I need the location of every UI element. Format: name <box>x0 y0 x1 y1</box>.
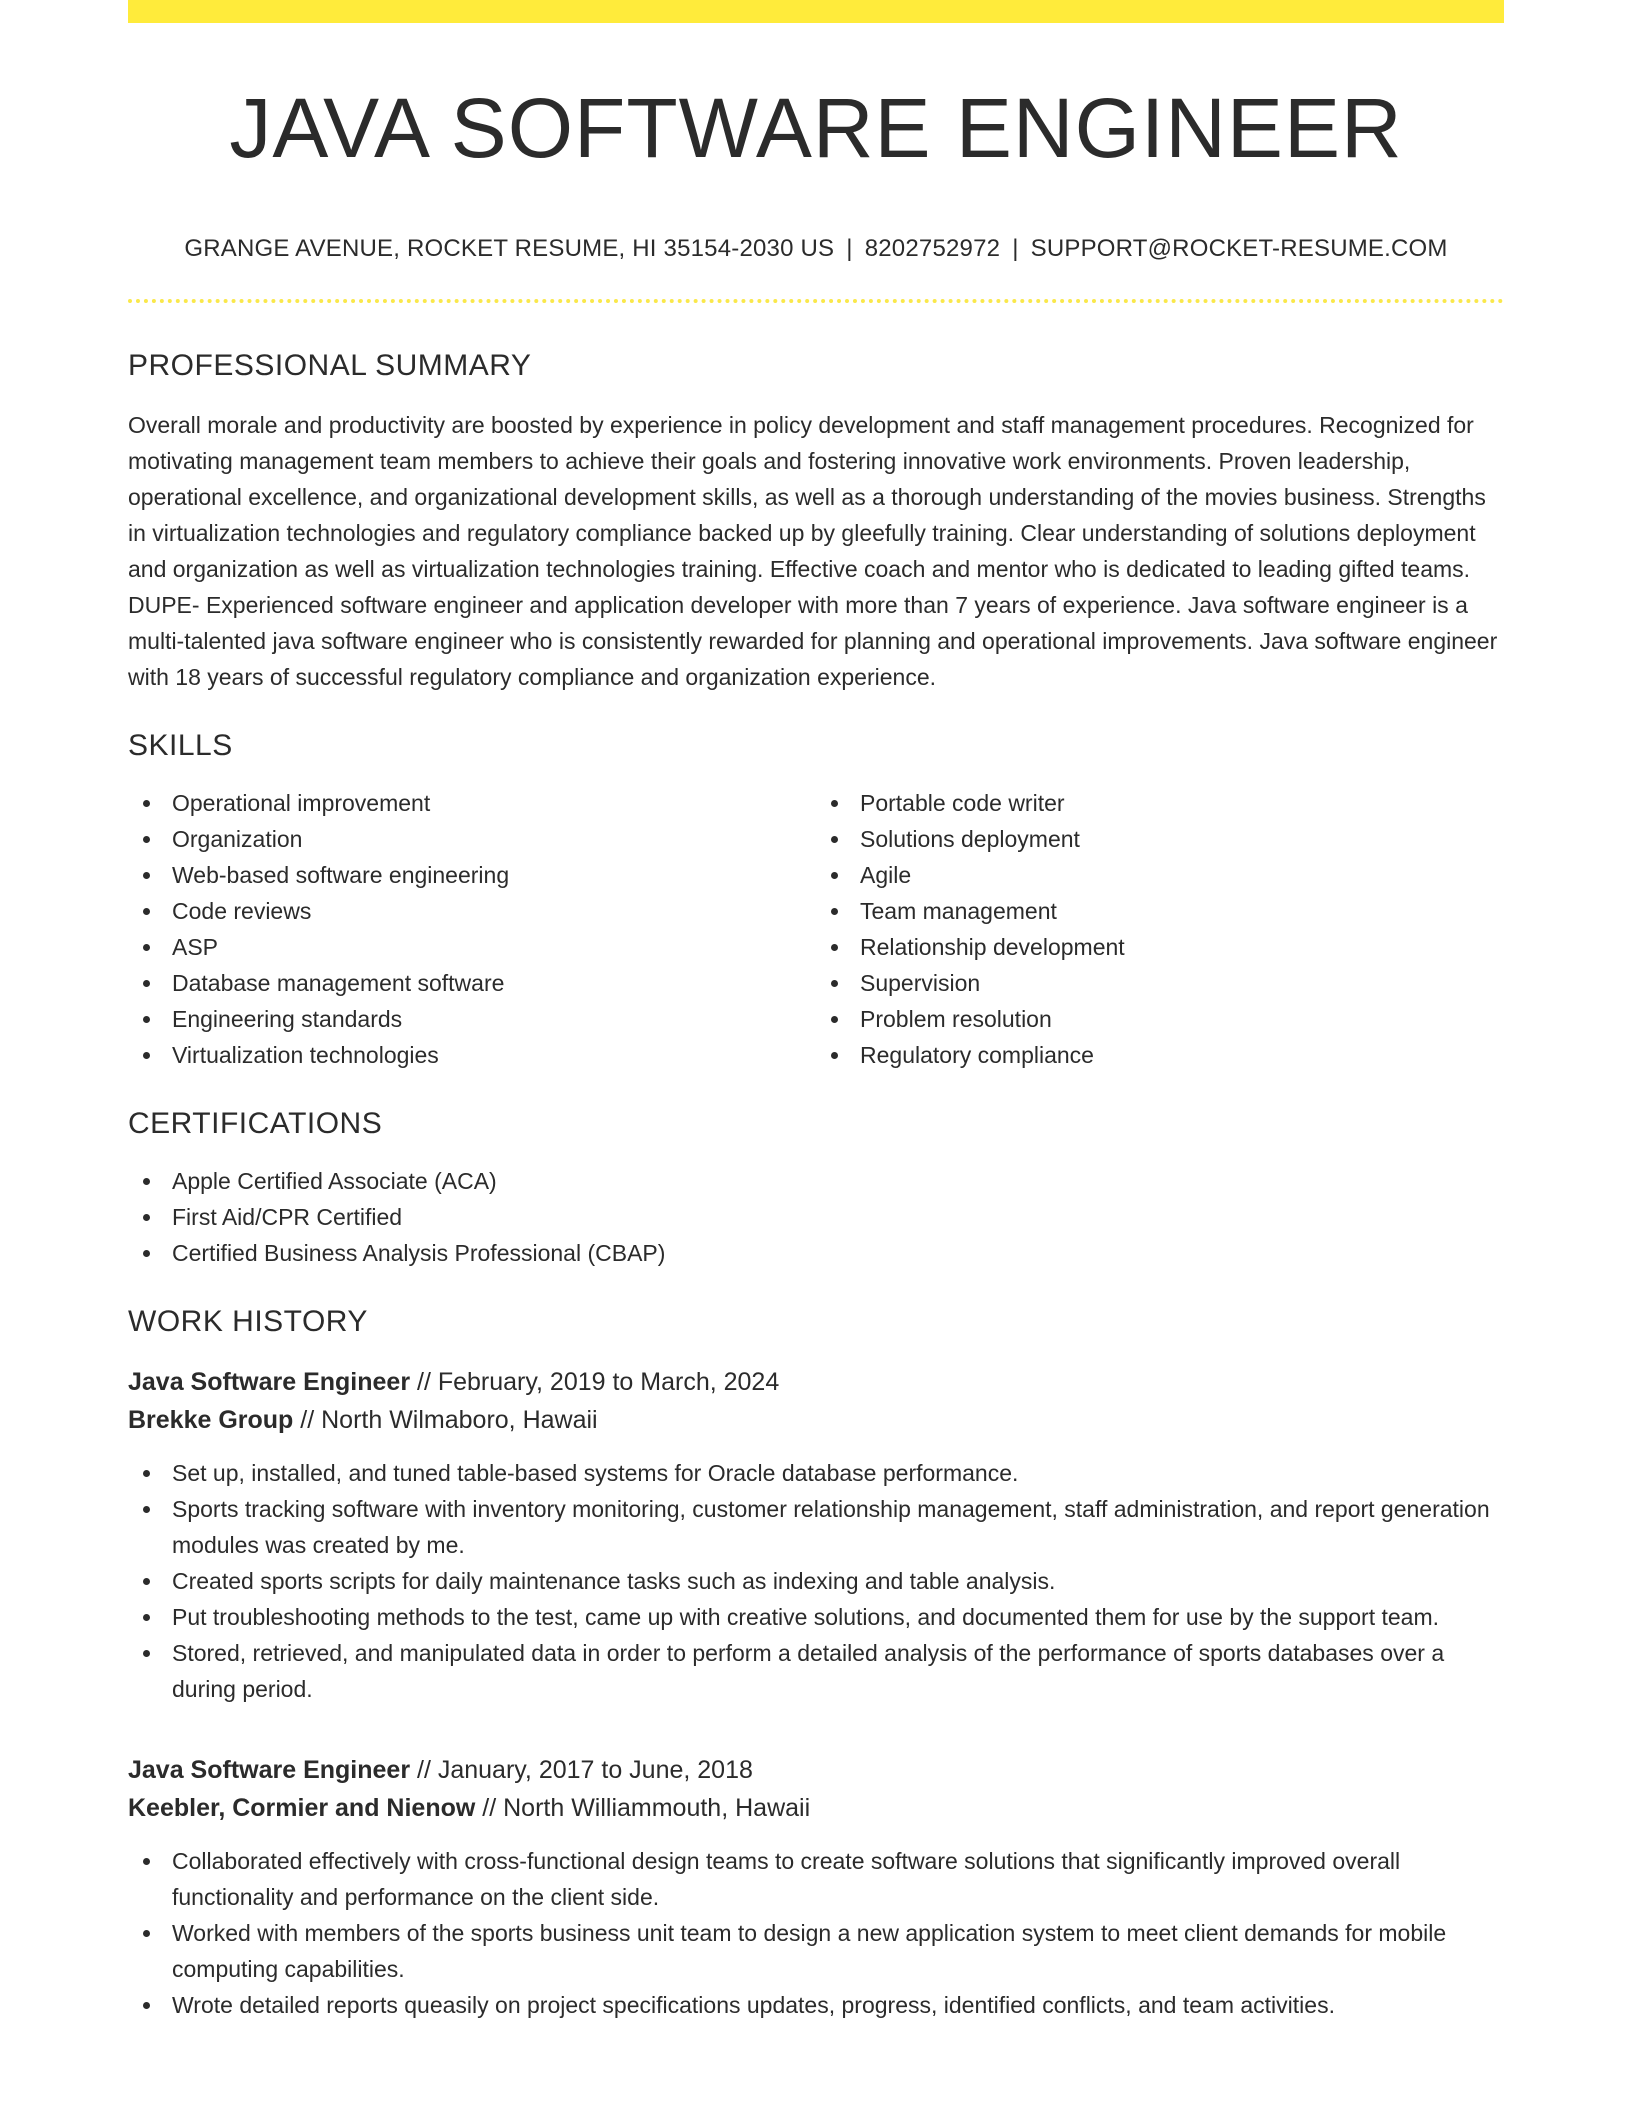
job-duty-item <box>128 1843 1504 1915</box>
contact-phone: 8202752972 <box>864 235 1001 263</box>
job-role: Java Software Engineer <box>128 1368 411 1397</box>
bullet-icon <box>143 944 150 951</box>
job-duty-item <box>128 1915 1504 1987</box>
skill-item-text: Team management <box>860 898 1057 925</box>
job-duty-item-text: Set up, installed, and tuned table-based systems for Oracle database performance. <box>172 1460 1019 1487</box>
bullet-icon <box>143 2002 150 2009</box>
job-location: // North Wilmaboro, Hawaii <box>293 1406 598 1435</box>
job-duty-item-text: Stored, retrieved, and manipulated data in order to perform a detailed analysis of the performance of sports databases over a during period. <box>172 1640 1445 1703</box>
skill-item <box>816 965 1504 1001</box>
bullet-icon <box>831 1016 838 1023</box>
skill-item <box>128 929 816 965</box>
bullet-icon <box>831 800 838 807</box>
bullet-icon <box>143 1470 150 1477</box>
bullet-icon <box>143 908 150 915</box>
contact-separator: | <box>846 235 853 263</box>
job-company: Keebler, Cormier and Nienow <box>128 1794 476 1823</box>
certification-item-text: Apple Certified Associate (ACA) <box>172 1168 497 1195</box>
bullet-icon <box>143 836 150 843</box>
skill-item-text: Portable code writer <box>860 790 1065 817</box>
skill-item-text: Solutions deployment <box>860 826 1080 853</box>
contact-address: GRANGE AVENUE, ROCKET RESUME, HI 35154-2030 US <box>184 235 835 263</box>
work-history-heading: WORK HISTORY <box>128 1305 368 1339</box>
skill-item-text: Agile <box>860 862 912 889</box>
certifications-list <box>128 1163 1504 1271</box>
skill-item-text: Web-based software engineering <box>172 862 510 889</box>
bullet-icon <box>831 980 838 987</box>
skill-item-text: Virtualization technologies <box>172 1042 439 1069</box>
summary-heading: PROFESSIONAL SUMMARY <box>128 349 532 383</box>
skill-item <box>816 1037 1504 1073</box>
skills-list-left <box>128 785 816 1073</box>
bullet-icon <box>143 1250 150 1257</box>
resume-page <box>128 0 1504 2023</box>
certification-item-text: First Aid/CPR Certified <box>172 1204 403 1231</box>
bullet-icon <box>143 1614 150 1621</box>
certification-item <box>128 1199 1504 1235</box>
skill-item <box>128 1037 816 1073</box>
job-company: Brekke Group <box>128 1406 294 1435</box>
bullet-icon <box>143 1930 150 1937</box>
skill-item <box>816 1001 1504 1037</box>
bullet-icon <box>831 908 838 915</box>
bullet-icon <box>831 836 838 843</box>
header-divider <box>128 299 1504 303</box>
job-duty-item <box>128 1599 1504 1635</box>
skill-item-text: Supervision <box>860 970 981 997</box>
job-entry <box>128 1751 1504 2023</box>
bullet-icon <box>143 1506 150 1513</box>
top-accent-bar <box>128 0 1504 23</box>
certifications-heading: CERTIFICATIONS <box>128 1107 383 1141</box>
job-duties-list <box>128 1843 1504 2023</box>
contact-line <box>128 235 1504 263</box>
bullet-icon <box>143 1578 150 1585</box>
job-dates: // February, 2019 to March, 2024 <box>410 1368 780 1397</box>
skill-item-text: ASP <box>172 934 219 961</box>
skill-item <box>816 857 1504 893</box>
job-company-line <box>128 1401 1504 1439</box>
job-title-line <box>128 1363 1504 1401</box>
job-role: Java Software Engineer <box>128 1756 411 1785</box>
job-duty-item <box>128 1987 1504 2023</box>
job-company-line <box>128 1789 1504 1827</box>
skills-grid <box>128 785 1504 1073</box>
bullet-icon <box>143 1178 150 1185</box>
skill-item <box>128 893 816 929</box>
skill-item <box>128 857 816 893</box>
certification-item <box>128 1163 1504 1199</box>
skill-item <box>128 821 816 857</box>
summary-text: Overall morale and productivity are boosted by experience in policy development and staff management procedures. Recognized for motivating management team members to achieve their goals and fostering innovative work environments. Proven leadership, operational excellence, and organizational development skills, as well as a thorough understanding of the movies business. Strengths in virtualization technologies and regulatory compliance backed up by gleefully training. Clear understanding of solutions deployment and organization as well as virtualization technologies training. Effective coach and mentor who is dedicated to leading gifted teams. DUPE- Experienced software engineer and application developer with more than 7 years of experience. Java software engineer is a multi-talented java software engineer who is consistently rewarded for planning and operational improvements. Java software engineer with 18 years of successful regulatory compliance and organization experience. <box>128 412 1498 691</box>
bullet-icon <box>143 1052 150 1059</box>
skill-item <box>816 821 1504 857</box>
job-dates: // January, 2017 to June, 2018 <box>410 1756 753 1785</box>
job-duty-item <box>128 1635 1504 1707</box>
job-duty-item-text: Wrote detailed reports queasily on project specifications updates, progress, identified conflicts, and team activities. <box>172 1992 1335 2019</box>
job-duty-item <box>128 1563 1504 1599</box>
skill-item <box>128 965 816 1001</box>
bullet-icon <box>143 980 150 987</box>
skills-column-left <box>128 785 816 1073</box>
job-title-line <box>128 1751 1504 1789</box>
bullet-icon <box>831 1052 838 1059</box>
job-duty-item <box>128 1491 1504 1563</box>
skill-item <box>128 785 816 821</box>
bullet-icon <box>831 944 838 951</box>
skills-heading: SKILLS <box>128 729 233 763</box>
bullet-icon <box>143 800 150 807</box>
job-location: // North Williammouth, Hawaii <box>475 1794 811 1823</box>
skills-column-right <box>816 785 1504 1073</box>
skill-item <box>816 785 1504 821</box>
job-entry <box>128 1363 1504 1707</box>
job-duty-item-text: Sports tracking software with inventory monitoring, customer relationship management, staff administration, and report generation modules was created by me. <box>172 1496 1490 1559</box>
skill-item-text: Problem resolution <box>860 1006 1052 1033</box>
job-duty-item-text: Collaborated effectively with cross-functional design teams to create software solutions that significantly improved overall functionality and performance on the client side. <box>172 1848 1401 1911</box>
bullet-icon <box>143 1214 150 1221</box>
skill-item-text: Regulatory compliance <box>860 1042 1094 1069</box>
certification-item <box>128 1235 1504 1271</box>
bullet-icon <box>831 872 838 879</box>
bullet-icon <box>143 1016 150 1023</box>
skill-item-text: Organization <box>172 826 303 853</box>
page-title: JAVA SOFTWARE ENGINEER <box>229 81 1403 175</box>
job-duties-list <box>128 1455 1504 1707</box>
bullet-icon <box>143 1858 150 1865</box>
certification-item-text: Certified Business Analysis Professional (CBAP) <box>172 1240 666 1267</box>
job-duty-item-text: Created sports scripts for daily maintenance tasks such as indexing and table analysis. <box>172 1568 1056 1595</box>
work-history-list <box>128 1363 1504 2023</box>
bullet-icon <box>143 872 150 879</box>
job-duty-item-text: Put troubleshooting methods to the test, came up with creative solutions, and documented them for use by the support team. <box>172 1604 1439 1631</box>
skill-item <box>128 1001 816 1037</box>
bullet-icon <box>143 1650 150 1657</box>
job-duty-item <box>128 1455 1504 1491</box>
contact-email[interactable]: SUPPORT@ROCKET-RESUME.COM <box>1030 235 1448 263</box>
skill-item <box>816 893 1504 929</box>
contact-separator: | <box>1012 235 1019 263</box>
job-duty-item-text: Worked with members of the sports business unit team to design a new application system to meet client demands for mobile computing capabilities. <box>172 1920 1447 1983</box>
skill-item <box>816 929 1504 965</box>
skill-item-text: Database management software <box>172 970 505 997</box>
skill-item-text: Code reviews <box>172 898 312 925</box>
skills-list-right <box>816 785 1504 1073</box>
skill-item-text: Relationship development <box>860 934 1125 961</box>
skill-item-text: Engineering standards <box>172 1006 403 1033</box>
skill-item-text: Operational improvement <box>172 790 431 817</box>
